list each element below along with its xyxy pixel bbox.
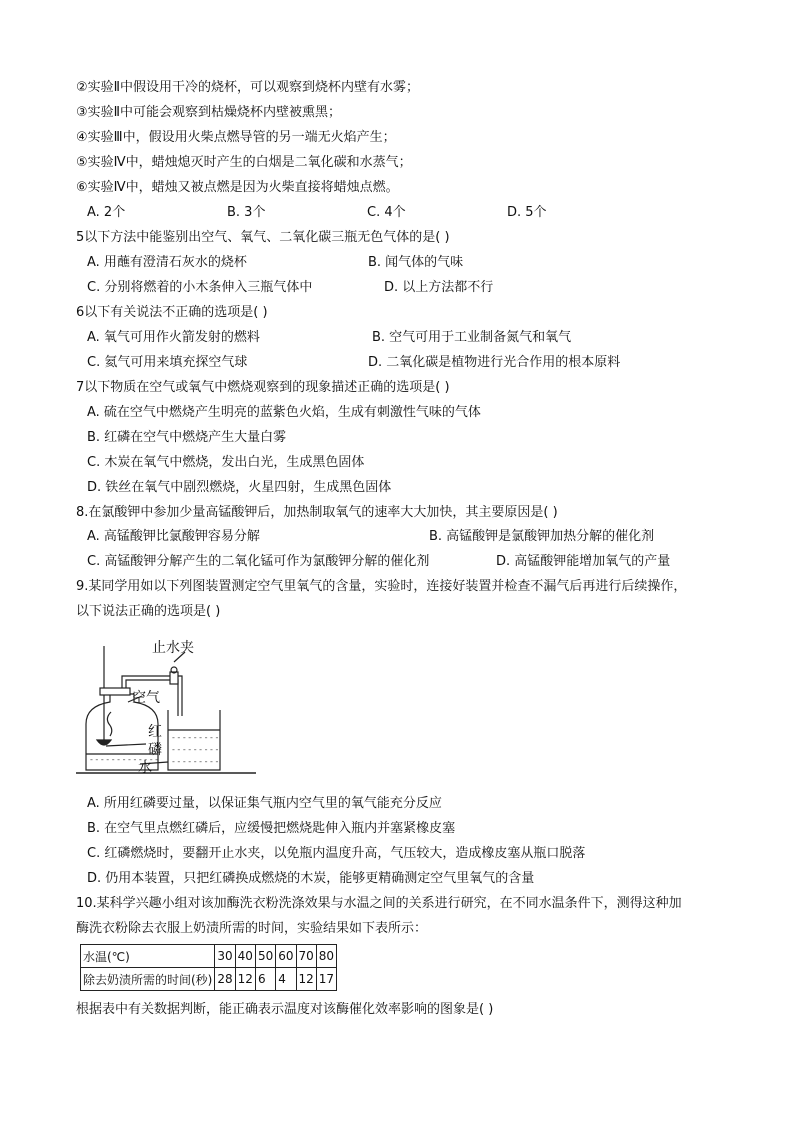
row-label-time: 除去奶渍所需的时间(秒) (81, 968, 215, 991)
q10-stem-line1: 10.某科学兴趣小组对该加酶洗衣粉洗涤效果与水温之间的关系进行研究，在不同水温条件下，测得这种加 (76, 896, 682, 911)
q5-option-a: A. 用蘸有澄清石灰水的烧杯 (87, 255, 247, 270)
q8-option-d: D. 高锰酸钾能增加氧气的产量 (496, 554, 671, 569)
q9-option-c: C. 红磷燃烧时，要翻开止水夹，以免瓶内温度升高，气压较大，造成橡皮塞从瓶口脱落 (87, 846, 586, 861)
svg-text:- - - - - - - - -: - - - - - - - - - (172, 757, 219, 766)
q6-option-c: C. 氦气可用来填充探空气球 (87, 355, 248, 370)
table-cell: 70 (296, 945, 316, 968)
q7-option-d: D. 铁丝在氧气中剧烈燃烧，火星四射，生成黑色固体 (87, 480, 392, 495)
table-cell: 40 (235, 945, 255, 968)
apparatus-figure (72, 636, 262, 778)
label-phos-2: 磷 (148, 742, 162, 758)
table-row (81, 945, 337, 968)
q7-option-c: C. 木炭在氧气中燃烧，发出白光，生成黑色固体 (87, 455, 365, 470)
q4-option-b: B. 3个 (227, 205, 266, 220)
q5-stem: 5以下方法中能鉴别出空气、氧气、二氧化碳三瓶无色气体的是( ) (76, 230, 450, 245)
q5-option-d: D. 以上方法都不行 (384, 280, 494, 295)
statement-5: ⑤实验Ⅳ中，蜡烛熄灭时产生的白烟是二氧化碳和水蒸气； (76, 155, 412, 170)
q8-stem: 8.在氯酸钾中参加少量高锰酸钾后，加热制取氧气的速率大大加快，其主要原因是( ) (76, 505, 558, 520)
q5-option-c: C. 分别将燃着的小木条伸入三瓶气体中 (87, 280, 313, 295)
statement-4: ④实验Ⅲ中，假设用火柴点燃导管的另一端无火焰产生； (76, 130, 396, 145)
spoon-bowl (97, 740, 111, 745)
table-cell: 60 (276, 945, 296, 968)
table-cell: 12 (296, 968, 316, 991)
stopper (100, 688, 130, 695)
table-row (81, 968, 337, 991)
label-water: 水 (138, 760, 152, 776)
q6-option-b: B. 空气可用于工业制备氮气和氧气 (372, 330, 572, 345)
statement-3: ③实验Ⅱ中可能会观察到枯燥烧杯内壁被熏黑； (76, 105, 342, 120)
q4-option-d: D. 5个 (507, 205, 547, 220)
q4-option-a: A. 2个 (87, 205, 126, 220)
statement-6: ⑥实验Ⅳ中，蜡烛又被点燃是因为火柴直接将蜡烛点燃。 (76, 180, 399, 195)
clamp (170, 672, 178, 684)
q10-after-table: 根据表中有关数据判断，能正确表示温度对该酶催化效率影响的图象是( ) (76, 1002, 494, 1017)
q9-option-a: A. 所用红磷要过量，以保证集气瓶内空气里的氧气能充分反应 (87, 796, 442, 811)
q6-option-d: D. 二氧化碳是植物进行光合作用的根本原料 (368, 355, 621, 370)
label-clamp: 止水夹 (152, 640, 194, 656)
q9-option-b: B. 在空气里点燃红磷后，应缓慢把燃烧匙伸入瓶内并塞紧橡皮塞 (87, 821, 456, 836)
table-cell: 6 (255, 968, 275, 991)
statement-2: ②实验Ⅱ中假设用干冷的烧杯，可以观察到烧杯内壁有水雾； (76, 80, 420, 95)
q9-stem-line2: 以下说法正确的选项是( ) (76, 604, 221, 619)
q4-options (87, 205, 647, 221)
q7-option-b: B. 红磷在空气中燃烧产生大量白雾 (87, 430, 287, 445)
phos-pointer (106, 744, 146, 746)
data-table (80, 944, 337, 991)
q6-stem: 6以下有关说法不正确的选项是( ) (76, 305, 268, 320)
table-cell: 50 (255, 945, 275, 968)
table-cell: 12 (235, 968, 255, 991)
q8-option-c: C. 高锰酸钾分解产生的二氧化锰可作为氯酸钾分解的催化剂 (87, 554, 430, 569)
row-label-temp: 水温(℃) (81, 945, 215, 968)
table-cell: 80 (316, 945, 336, 968)
q9-option-d: D. 仍用本装置，只把红磷换成燃烧的木炭，能够更精确测定空气里氧气的含量 (87, 871, 535, 886)
smoke (107, 712, 111, 736)
q8-option-a: A. 高锰酸钾比氯酸钾容易分解 (87, 529, 260, 544)
q9-stem-line1: 9.某同学用如以下列图装置测定空气里氧气的含量，实验时，连接好装置并检查不漏气后再进行后续操作， (76, 579, 687, 594)
label-phos-1: 红 (148, 724, 162, 740)
q8-option-b: B. 高锰酸钾是氯酸钾加热分解的催化剂 (429, 529, 655, 544)
svg-text:- - - - - - - - -: - - - - - - - - - (172, 745, 219, 754)
table-cell: 17 (316, 968, 336, 991)
table-cell: 4 (276, 968, 296, 991)
q10-stem-line2: 酶洗衣粉除去衣服上奶渍所需的时间，实验结果如下表所示： (76, 921, 428, 936)
q6-option-a: A. 氧气可用作火箭发射的燃料 (87, 330, 260, 345)
q7-stem: 7以下物质在空气或氧气中燃烧观察到的现象描述正确的选项是( ) (76, 380, 450, 395)
label-air: 空气 (132, 690, 160, 706)
q5-option-b: B. 闻气体的气味 (368, 255, 464, 270)
table-cell: 28 (215, 968, 235, 991)
q4-option-c: C. 4个 (367, 205, 406, 220)
svg-text:- - - - - - - - - - - - -: - - - - - - - - - - - - - (90, 755, 159, 764)
q7-option-a: A. 硫在空气中燃烧产生明亮的蓝紫色火焰，生成有刺激性气味的气体 (87, 405, 481, 420)
table-cell: 30 (215, 945, 235, 968)
svg-text:- - - - - - - - -: - - - - - - - - - (172, 733, 219, 742)
